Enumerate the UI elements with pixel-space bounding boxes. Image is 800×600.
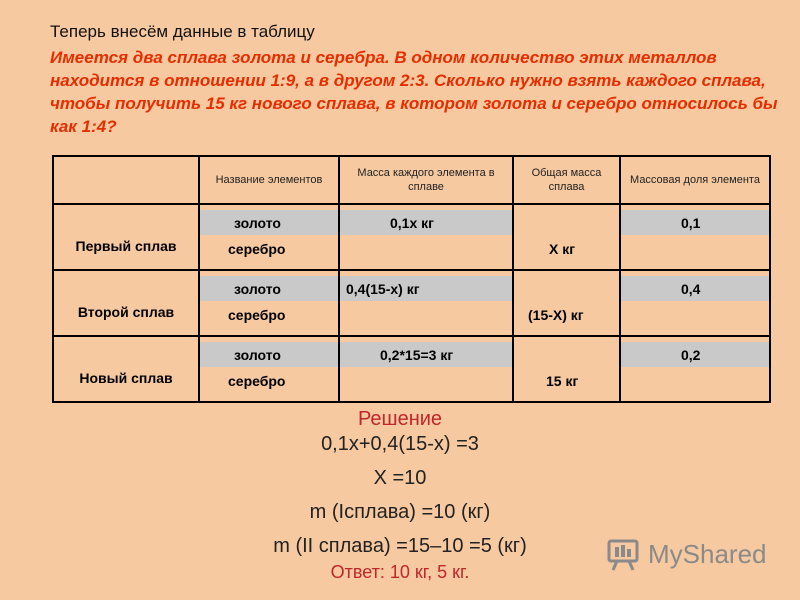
element-silver: серебро bbox=[228, 241, 286, 257]
mass-fraction: 0,1 bbox=[681, 215, 701, 231]
problem-statement: Имеется два сплава золота и серебра. В одном количество этих металлов находится в отношении 1:9, а в другом 2:3. Сколько нужно взять каждого сплава, чтобы получить 15 кг нового сплава, в котором золота и серебро относилось бы как 1:4? bbox=[50, 48, 778, 136]
intro-text: Теперь внесём данные в таблицу bbox=[50, 22, 315, 41]
total-mass: Х кг bbox=[549, 241, 576, 257]
header-empty bbox=[53, 156, 199, 204]
table-row bbox=[53, 270, 770, 336]
data-table bbox=[52, 155, 771, 403]
total-mass: (15-Х) кг bbox=[528, 307, 584, 323]
header-element-mass: Масса каждого элемента в сплаве bbox=[339, 156, 513, 204]
element-mass: 0,2*15=3 кг bbox=[380, 347, 454, 363]
row-label: Новый сплав bbox=[79, 370, 173, 386]
table-row bbox=[53, 204, 770, 270]
mass-fraction: 0,2 bbox=[681, 347, 701, 363]
answer-text: Ответ: 10 кг, 5 кг. bbox=[330, 562, 470, 582]
solution-line: Х =10 bbox=[373, 467, 427, 489]
table-header-row bbox=[53, 156, 770, 204]
solution-line: m (II сплава) =15–10 =5 (кг) bbox=[273, 535, 527, 557]
solution-title: Решение bbox=[357, 408, 443, 430]
element-mass: 0,1х кг bbox=[390, 215, 434, 231]
total-mass: 15 кг bbox=[546, 373, 579, 389]
element-silver: серебро bbox=[228, 307, 286, 323]
header-total-mass: Общая масса сплава bbox=[513, 156, 620, 204]
solution-line: 0,1х+0,4(15-х) =3 bbox=[321, 433, 479, 455]
mass-fraction: 0,4 bbox=[681, 281, 701, 297]
element-gold: золото bbox=[234, 347, 281, 363]
header-element-names: Название элементов bbox=[199, 156, 339, 204]
table-row bbox=[53, 336, 770, 402]
logo-text: MyShared bbox=[648, 539, 767, 569]
solution-line: m (Iсплава) =10 (кг) bbox=[309, 501, 491, 523]
element-silver: серебро bbox=[228, 373, 286, 389]
element-gold: золото bbox=[234, 215, 281, 231]
myshared-logo bbox=[606, 536, 766, 574]
row-label: Второй сплав bbox=[77, 304, 175, 320]
header-mass-fraction: Массовая доля элемента bbox=[620, 156, 770, 204]
row-label: Первый сплав bbox=[75, 238, 177, 254]
element-gold: золото bbox=[234, 281, 281, 297]
element-mass: 0,4(15-х) кг bbox=[346, 281, 420, 297]
presentation-board-icon bbox=[606, 536, 642, 572]
